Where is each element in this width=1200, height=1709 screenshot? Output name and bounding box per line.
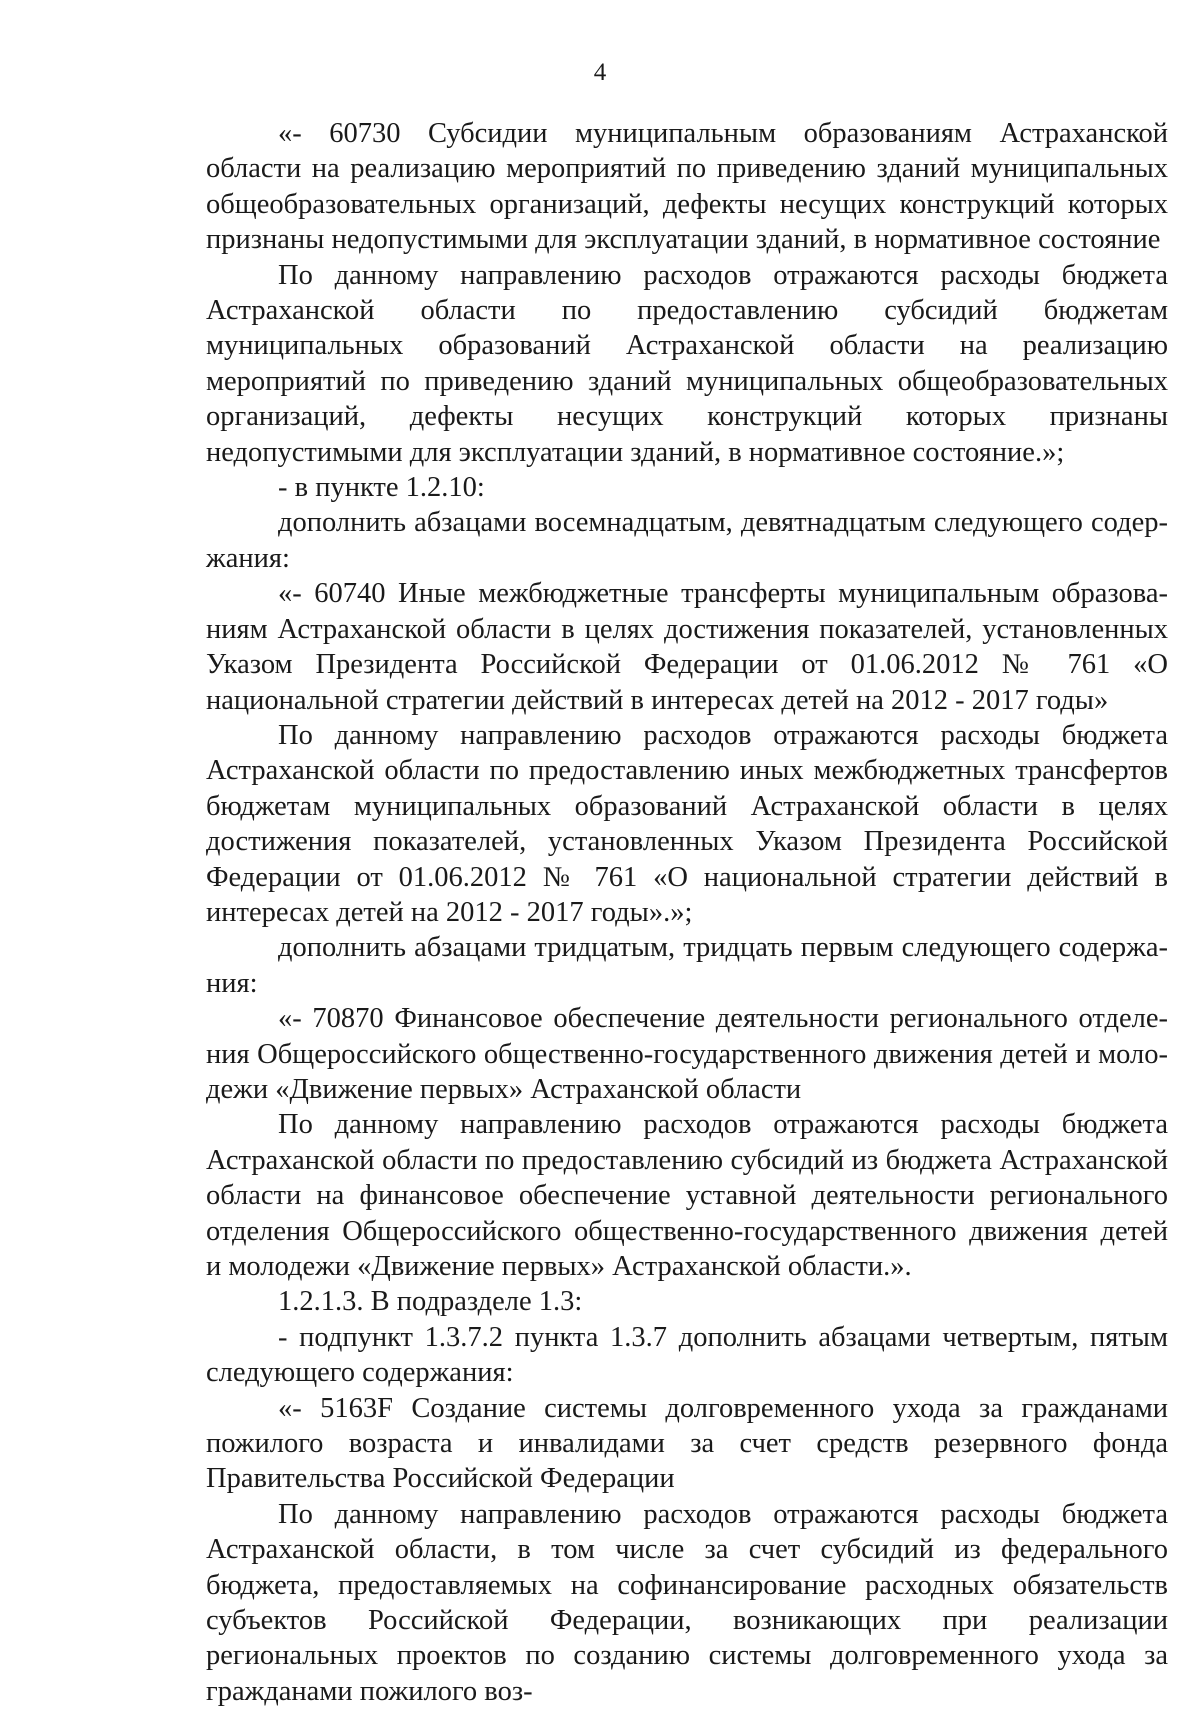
paragraph: дополнить абзацами восемнадцатым, девятнадцатым следующего содержания: bbox=[206, 507, 1168, 574]
paragraph: По данному направлению расходов отражаются расходы бюджета Астраханской области по предоставлению субсидий из бюджета Астраханской области на финансовое обеспечение уставной деятельности регионального отделения Общероссийского общественно-государственного движения детей и молодежи «Движение первых» Астраханской области.». bbox=[206, 1109, 1168, 1282]
paragraph: - подпункт 1.3.7.2 пункта 1.3.7 дополнить абзацами четвертым, пятым следующего содержания: bbox=[206, 1321, 1168, 1389]
paragraph: - в пункте 1.2.10: bbox=[278, 472, 485, 504]
document-body bbox=[206, 116, 1168, 1709]
paragraph: По данному направлению расходов отражаются расходы бюджета Астраханской области по предоставлению субсидий бюджетам муниципальных образований Астраханской области на реализацию мероприятий по приведению зданий муниципальных общеобразовательных организаций, дефекты несущих конструкций которых признаны недопустимыми для эксплуатации зданий, в нормативное состояние.»; bbox=[206, 259, 1168, 468]
paragraph: дополнить абзацами тридцатым, тридцать первым следующего содержания: bbox=[206, 932, 1168, 999]
paragraph: По данному направлению расходов отражаются расходы бюджета Астраханской области по предоставлению иных межбюджетных трансфертов бюджетам муниципальных образований Астраханской области в целях достижения показателей, установленных Указом Президента Российской Федерации от 01.06.2012 № 761 «О национальной стратегии действий в интересах детей на 2012 - 2017 годы».»; bbox=[206, 719, 1168, 928]
paragraph: «- 60740 Иные межбюджетные трансферты муниципальным образованиям Астраханской области в целях достижения показателей, установленных Указом Президента Российской Федерации от 01.06.2012 № 761 «О национальной стратегии действий в интересах детей на 2012 - 2017 годы» bbox=[206, 578, 1168, 716]
page-number: 4 bbox=[593, 59, 607, 86]
paragraph: «- 5163F Создание системы долговременного ухода за гражданами пожилого возраста и инвалидами за счет средств резервного фонда Правительства Российской Федерации bbox=[206, 1392, 1168, 1495]
paragraph: По данному направлению расходов отражаются расходы бюджета Астраханской области, в том числе за счет субсидий из федерального бюджета, предоставляемых на софинансирование расходных обязательств субъектов Российской Федерации, возникающих при реализации региональных проектов по созданию системы долговременного ухода за гражданами пожилого воз- bbox=[206, 1498, 1168, 1707]
paragraph: 1.2.1.3. В подразделе 1.3: bbox=[278, 1286, 583, 1318]
paragraph: «- 70870 Финансовое обеспечение деятельности регионального отделения Общероссийского общественно-государственного движения детей и молодежи «Движение первых» Астраханской области bbox=[206, 1003, 1168, 1105]
paragraph: «- 60730 Субсидии муниципальным образованиям Астраханской области на реализацию мероприятий по приведению зданий муниципальных общеобразовательных организаций, дефекты несущих конструкций которых признаны недопустимыми для эксплуатации зданий, в нормативное состояние bbox=[206, 118, 1168, 256]
